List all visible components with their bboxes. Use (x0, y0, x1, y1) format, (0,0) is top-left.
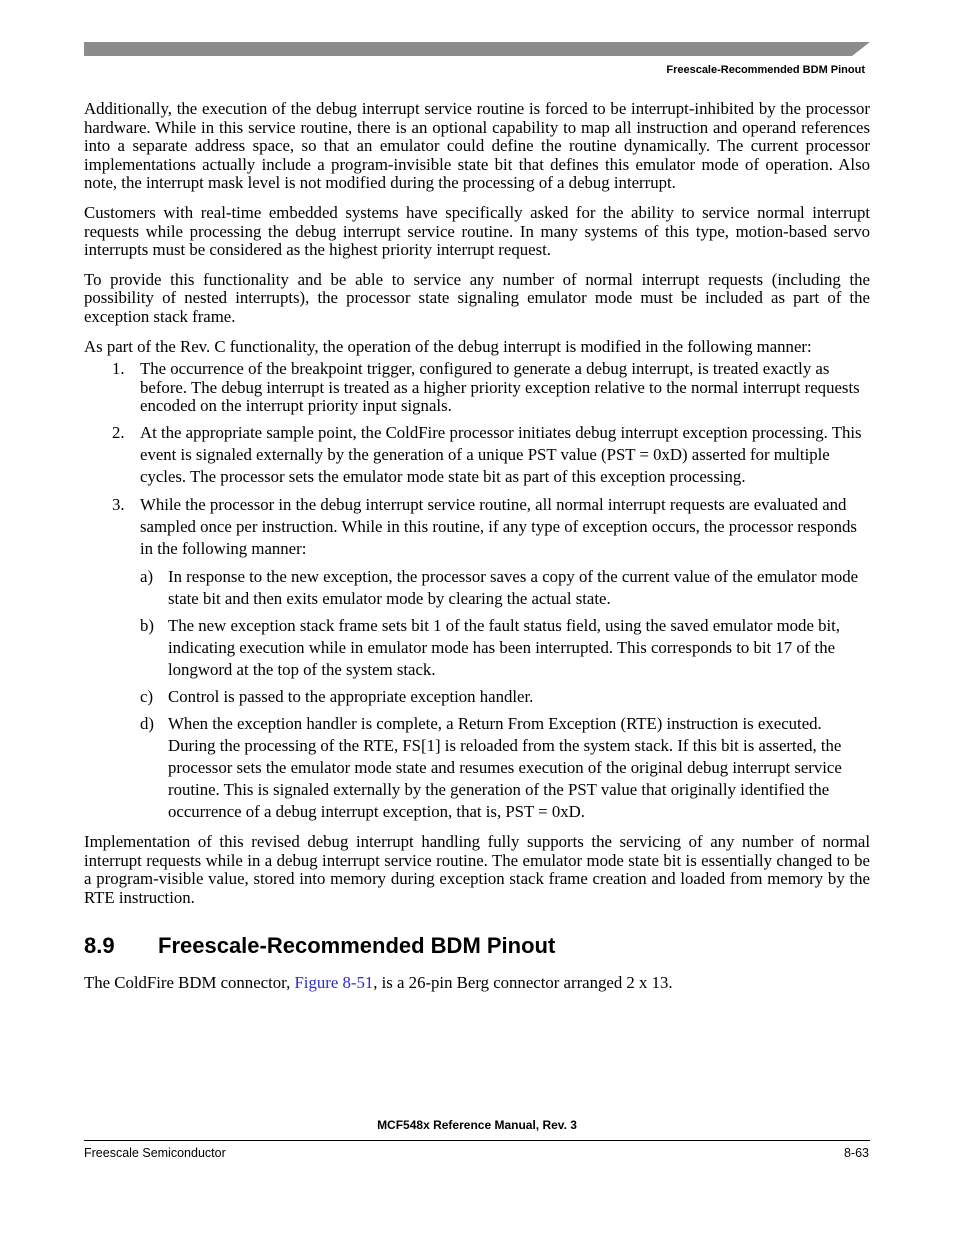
list-number: 3. (112, 494, 125, 514)
list-letter: a) (140, 566, 154, 586)
section-number: 8.9 (84, 933, 115, 959)
paragraph: Implementation of this revised debug interrupt handling fully supports the servicing of any number of normal interrupt requests while in a debug interrupt service routine. The emulator mode state bit is essentially changed to be a program-visible value, stored into memory during exception stack frame creation and loaded from memory by the RTE instruction. (84, 831, 870, 907)
list-letter: b) (140, 615, 154, 635)
list-item-text: When the exception handler is complete, a Return From Exception (RTE) instruction is executed. During the processing of the RTE, FS[1] is reloaded from the system stack. If this bit is asserted, the processor sets the emulator mode state and resumes execution of the original debug interrupt service routine. This is signaled externally by the generation of the PST value that originally identified the occurrence of a debug interrupt exception, that is, PST = 0xD. (168, 713, 842, 821)
list-item-text: While the processor in the debug interrupt service routine, all normal interrupt requests are evaluated and sampled once per instruction. While in this routine, if any type of exception occurs, the processor responds in the following manner: (140, 494, 857, 558)
paragraph-text: The ColdFire BDM connector, (84, 973, 295, 993)
list-number: 2. (112, 422, 125, 442)
footer-page-number: 8-63 (843, 1146, 869, 1160)
list-number: 1. (112, 359, 125, 379)
paragraph: Additionally, the execution of the debug interrupt service routine is forced to be interrupt-inhibited by the processor hardware. While in this service routine, there is an optional capability to map all instruction and operand references into a separate address space, so that an emulator could define the routine dynamically. The current processor implementations actually include a program-invisible state bit that defines this emulator mode of operation. Also note, the interrupt mask level is not modified during the processing of a debug interrupt. (84, 99, 870, 193)
footer-company: Freescale Semiconductor (84, 1146, 226, 1160)
list-item-text: At the appropriate sample point, the ColdFire processor initiates debug interrupt exception processing. This event is signaled externally by the generation of a unique PST value (PST = 0xD) asserted for multiple cycles. The processor sets the emulator mode state bit as part of this exception processing. (140, 422, 862, 486)
lettered-list (140, 566, 870, 823)
list-item (140, 566, 870, 610)
list-item (84, 360, 870, 416)
paragraph-text: , is a 26-pin Berg connector arranged 2 x 13. (373, 973, 673, 993)
list-item (140, 615, 870, 681)
footer-manual-title: MCF548x Reference Manual, Rev. 3 (377, 1118, 577, 1132)
list-item (84, 422, 870, 488)
list-item (140, 713, 870, 823)
list-item (84, 494, 870, 823)
numbered-list (84, 360, 870, 823)
paragraph (84, 974, 870, 993)
list-item (140, 686, 870, 708)
list-letter: c) (140, 686, 154, 706)
header-bar (84, 42, 870, 56)
list-item-text: Control is passed to the appropriate exception handler. (168, 686, 534, 706)
paragraph: To provide this functionality and be able to service any number of normal interrupt requests (including the possibility of nested interrupts), the processor state signaling emulator mode must be included as part of the exception stack frame. (84, 269, 870, 326)
body-text (84, 100, 870, 1004)
running-head: Freescale-Recommended BDM Pinout (666, 64, 865, 76)
figure-link[interactable]: Figure 8-51 (294, 973, 374, 993)
paragraph: Customers with real-time embedded systems have specifically asked for the ability to service normal interrupt requests while processing the debug interrupt service routine. In many systems of this type, motion-based servo interrupts must be considered as the highest priority interrupt request. (84, 202, 870, 260)
list-item-text: The new exception stack frame sets bit 1 of the fault status field, using the saved emulator mode bit, indicating execution while in emulator mode has been interrupted. This corresponds to bit 17 of the longword at the top of the system stack. (168, 615, 840, 679)
section-title: Freescale-Recommended BDM Pinout (158, 933, 556, 959)
list-letter: d) (140, 713, 154, 733)
section-heading (84, 933, 870, 959)
list-item-text: The occurrence of the breakpoint trigger, configured to generate a debug interrupt, is treated exactly as before. The debug interrupt is treated as a higher priority exception relative to the normal interrupt requests encoded on the interrupt priority input signals. (140, 359, 860, 416)
paragraph: As part of the Rev. C functionality, the operation of the debug interrupt is modified in the following manner: (84, 336, 812, 356)
footer-divider (84, 1140, 870, 1141)
list-item-text: In response to the new exception, the processor saves a copy of the current value of the emulator mode state bit and then exits emulator mode by clearing the actual state. (168, 566, 859, 608)
